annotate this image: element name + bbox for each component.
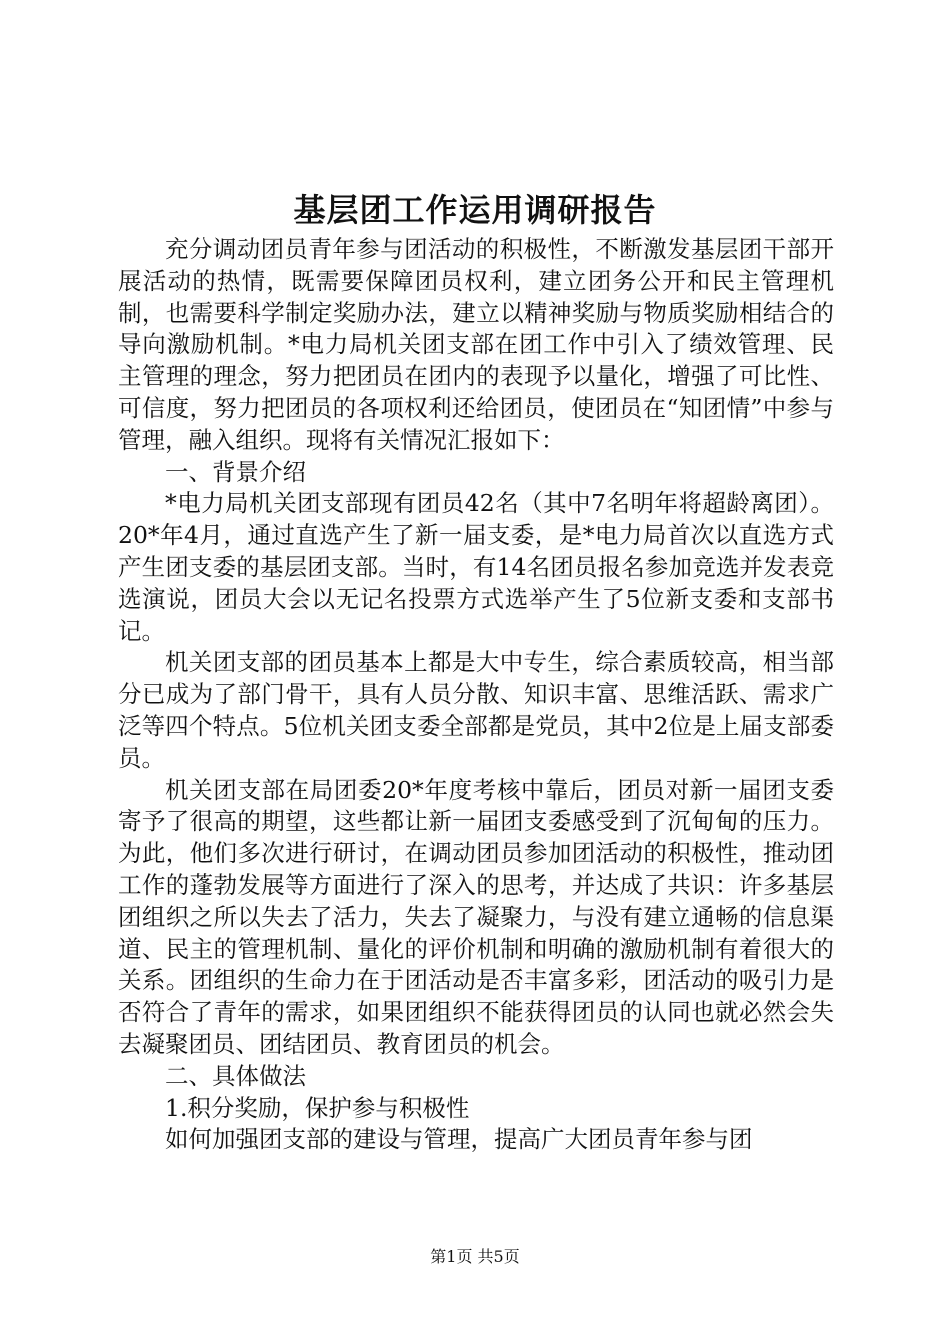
section-heading-background: 一、背景介绍 — [165, 457, 306, 486]
document-title: 基层团工作运用调研报告 — [293, 191, 657, 229]
paragraph-intro: 充分调动团员青年参与团活动的积极性，不断激发基层团干部开展活动的热情，既需要保障团员权利，建立团务公开和民主管理机制，也需要科学制定奖励办法，建立以精神奖励与物质奖励相结合的导向激励机制。*电力局机关团支部在团工作中引入了绩效管理、民主管理的理念，努力把团员在团内的表现予以量化，增强了可比性、可信度，努力把团员的各项权利还给团员，使团员在“知团情”中参与管理，融入组织。现将有关情况汇报如下： — [118, 235, 834, 454]
document-body — [118, 234, 834, 1156]
paragraph-reflection: 机关团支部在局团委20*年度考核中靠后，团员对新一届团支委寄予了很高的期望，这些都让新一届团支委感受到了沉甸甸的压力。为此，他们多次进行研讨，在调动团员参加团活动的积极性，推动团工作的蓬勃发展等方面进行了深入的思考，并达成了共识：许多基层团组织之所以失去了活力，失去了凝聚力，与没有建立通畅的信息渠道、民主的管理机制、量化的评价机制和明确的激励机制有着很大的关系。团组织的生命力在于团活动是否丰富多彩，团活动的吸引力是否符合了青年的需求，如果团组织不能获得团员的认同也就必然会失去凝聚团员、团结团员、教育团员的机会。 — [118, 775, 834, 1058]
paragraph-background: *电力局机关团支部现有团员42名（其中7名明年将超龄离团）。20*年4月，通过直选产生了新一届支委，是*电力局首次以直选方式产生团支委的基层团支部。当时，有14名团员报名参加竞选并发表竞选演说，团员大会以无记名投票方式选举产生了5位新支委和支部书记。 — [118, 489, 834, 645]
subsection-heading-points: 1.积分奖励，保护参与积极性 — [165, 1093, 470, 1122]
paragraph-management: 如何加强团支部的建设与管理，提高广大团员青年参与团 — [165, 1125, 753, 1154]
paragraph-members: 机关团支部的团员基本上都是大中专生，综合素质较高，相当部分已成为了部门骨干，具有人员分散、知识丰富、思维活跃、需求广泛等四个特点。5位机关团支委全部都是党员，其中2位是上届支部委员。 — [118, 648, 834, 772]
page-footer: 第1页 共5页 — [430, 1247, 520, 1266]
section-heading-methods: 二、具体做法 — [165, 1061, 306, 1090]
